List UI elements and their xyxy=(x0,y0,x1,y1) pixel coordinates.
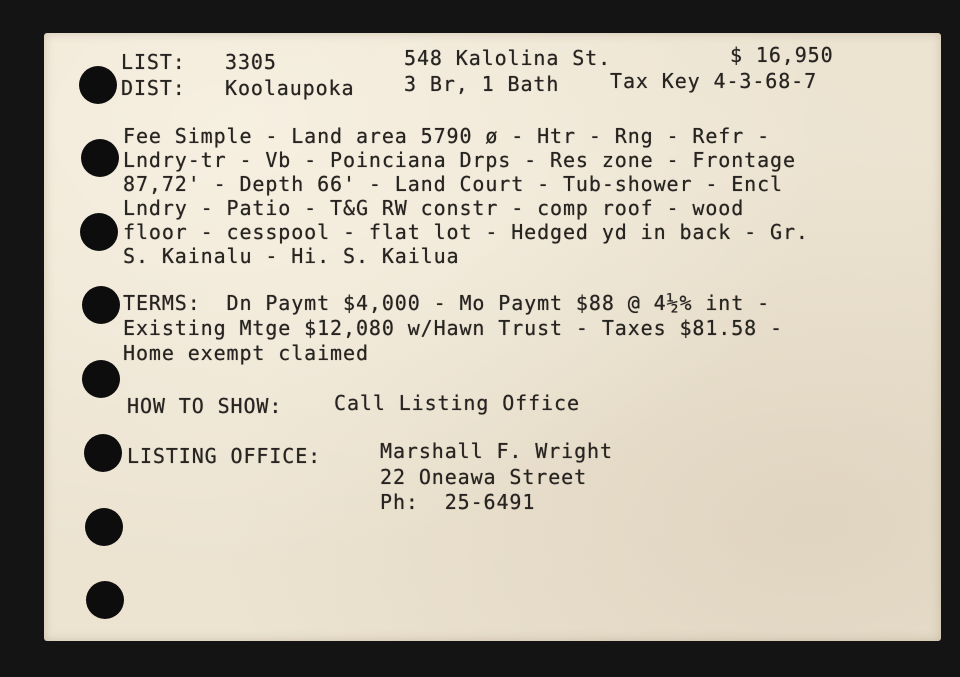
office-phone: Ph: 25-6491 xyxy=(380,490,536,514)
punch-hole xyxy=(82,286,120,324)
punch-hole xyxy=(85,508,123,546)
room-count: 3 Br, 1 Bath xyxy=(404,72,560,96)
terms-line: Home exempt claimed xyxy=(123,341,369,365)
features-line: 87,72' - Depth 66' - Land Court - Tub-shower - Encl xyxy=(123,172,783,196)
listing-office-label: LISTING OFFICE: xyxy=(127,444,322,468)
features-line: Fee Simple - Land area 5790 ø - Htr - Rng - Refr - xyxy=(123,124,771,148)
terms-line: Existing Mtge $12,080 w/Hawn Trust - Taxes $81.58 - xyxy=(123,316,783,340)
punch-hole xyxy=(80,213,118,251)
list-label: LIST: xyxy=(121,50,186,74)
features-line: Lndry-tr - Vb - Poinciana Drps - Res zone - Frontage xyxy=(123,148,796,172)
listing-price: $ 16,950 xyxy=(730,43,834,67)
punch-hole xyxy=(82,360,120,398)
office-contact-name: Marshall F. Wright xyxy=(380,439,613,463)
dist-label: DIST: xyxy=(121,76,186,100)
features-line: Lndry - Patio - T&G RW constr - comp roof - wood xyxy=(123,196,745,220)
how-to-show-label: HOW TO SHOW: xyxy=(127,394,283,418)
features-line: S. Kainalu - Hi. S. Kailua xyxy=(123,244,460,268)
listing-card xyxy=(44,33,941,641)
tax-key: Tax Key 4-3-68-7 xyxy=(610,69,818,93)
list-number: 3305 xyxy=(225,50,277,74)
punch-hole xyxy=(81,139,119,177)
how-to-show-value: Call Listing Office xyxy=(334,391,580,415)
property-address: 548 Kalolina St. xyxy=(404,46,612,70)
district-name: Koolaupoka xyxy=(225,76,355,100)
punch-hole xyxy=(84,434,122,472)
office-street: 22 Oneawa Street xyxy=(380,465,588,489)
punch-hole xyxy=(86,581,124,619)
terms-line: TERMS: Dn Paymt $4,000 - Mo Paymt $88 @ 4½% int - xyxy=(123,291,771,315)
features-line: floor - cesspool - flat lot - Hedged yd in back - Gr. xyxy=(123,220,809,244)
punch-hole xyxy=(79,66,117,104)
